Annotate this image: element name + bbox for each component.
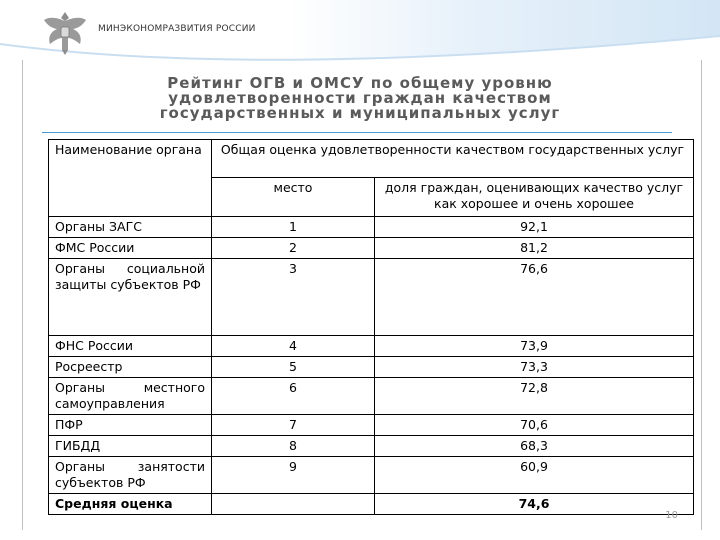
rating-table [48, 139, 694, 515]
page-number: 10 [665, 510, 678, 521]
row-organ: Органы социальной защиты субъектов РФ [49, 259, 212, 336]
slide-title [60, 76, 660, 121]
table-total-row [49, 494, 694, 515]
slide-title-line: удовлетворенности граждан качеством [168, 89, 552, 107]
table-row [49, 457, 694, 494]
row-share: 73,9 [375, 336, 694, 357]
row-organ: ФНС России [49, 336, 212, 357]
table-row [49, 378, 694, 415]
row-share: 81,2 [375, 238, 694, 259]
row-share: 76,6 [375, 259, 694, 336]
row-place: 1 [212, 217, 375, 238]
row-place: 2 [212, 238, 375, 259]
row-share: 60,9 [375, 457, 694, 494]
row-organ: ПФР [49, 415, 212, 436]
total-label: Средняя оценка [49, 494, 212, 515]
table-row [49, 415, 694, 436]
row-place: 3 [212, 259, 375, 336]
table-row [49, 217, 694, 238]
row-share: 70,6 [375, 415, 694, 436]
slide-title-line: Рейтинг ОГВ и ОМСУ по общему уровню [167, 74, 553, 92]
row-organ: Органы занятости субъектов РФ [49, 457, 212, 494]
total-share: 74,6 [375, 494, 694, 515]
coat-of-arms-icon [40, 8, 90, 58]
row-place: 5 [212, 357, 375, 378]
row-place: 9 [212, 457, 375, 494]
table-row [49, 238, 694, 259]
table-row [49, 336, 694, 357]
row-organ: ГИБДД [49, 436, 212, 457]
row-organ: ФМС России [49, 238, 212, 259]
row-share: 68,3 [375, 436, 694, 457]
row-place: 4 [212, 336, 375, 357]
row-place: 8 [212, 436, 375, 457]
title-divider [42, 132, 672, 133]
row-share: 72,8 [375, 378, 694, 415]
ministry-name: МИНЭКОНОМРАЗВИТИЯ РОССИИ [98, 24, 256, 34]
row-organ: Органы местного самоуправления [49, 378, 212, 415]
header-place: место [212, 178, 375, 217]
row-place: 6 [212, 378, 375, 415]
row-organ: Органы ЗАГС [49, 217, 212, 238]
row-share: 92,1 [375, 217, 694, 238]
table-header-row [49, 140, 694, 178]
table-row [49, 259, 694, 336]
header-share: доля граждан, оценивающих качество услуг как хорошее и очень хорошее [375, 178, 694, 217]
row-organ: Росреестр [49, 357, 212, 378]
table-row [49, 357, 694, 378]
row-place: 7 [212, 415, 375, 436]
total-place [212, 494, 375, 515]
slide-title-line: государственных и муниципальных услуг [159, 104, 561, 122]
row-share: 73,3 [375, 357, 694, 378]
header-organ: Наименование органа [49, 140, 212, 217]
table-row [49, 436, 694, 457]
header-overall: Общая оценка удовлетворенности качеством государственных услуг [212, 140, 694, 178]
